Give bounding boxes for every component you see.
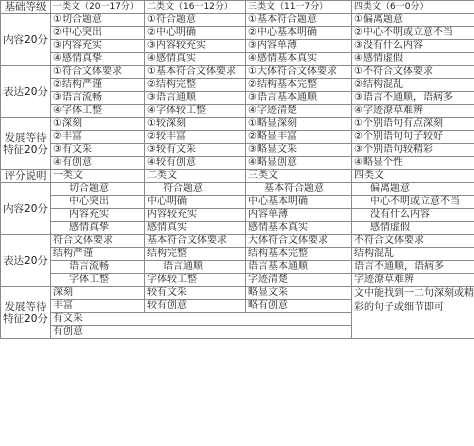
- explanation-cell: 感情虚假: [352, 222, 474, 235]
- rubric-cell: ③内容较充实: [145, 40, 246, 53]
- explanation-cell: 中心不明或立意不当: [352, 196, 474, 209]
- rubric-cell: ③没有什么内容: [352, 40, 474, 53]
- explanation-cell: 符合题意: [145, 183, 246, 196]
- explanation-header-3: 三类文: [246, 170, 352, 183]
- explanation-cell: 没有什么内容: [352, 209, 474, 222]
- rubric-cell: ③内容单薄: [246, 40, 352, 53]
- rubric-cell: ①个别语句有点深刻: [352, 118, 474, 131]
- explanation-cell: 内容较充实: [145, 209, 246, 222]
- rubric-cell: ①基本符合文体要求: [145, 66, 246, 79]
- rubric-cell: ④感情基本真实: [246, 53, 352, 66]
- section-label-line: 发展等待: [4, 300, 47, 313]
- rubric-cell: ④字体较工整: [145, 105, 246, 118]
- explanation-cell: 结构完整: [145, 248, 246, 261]
- rubric-row: [1, 105, 474, 118]
- rubric-section-label: 内容20分: [1, 14, 51, 66]
- rubric-cell: ①大体符合文体要求: [246, 66, 352, 79]
- rubric-section-label: 表达20分: [1, 66, 51, 118]
- rubric-header-4: 四类文（6一0分）: [352, 1, 474, 14]
- rubric-cell: ④感情真挚: [51, 53, 145, 66]
- explanation-cell: 基本符合文体要求: [145, 235, 246, 248]
- rubric-header-2: 二类文（16一12分）: [145, 1, 246, 14]
- rubric-row: [1, 14, 474, 27]
- rubric-row: [1, 157, 474, 170]
- rubric-cell: ④感情真实: [145, 53, 246, 66]
- explanation-cell: 较有文采: [145, 287, 246, 300]
- rubric-cell: ④较有创意: [145, 157, 246, 170]
- rubric-grid-body: [1, 1, 474, 339]
- explanation-row: [1, 209, 474, 222]
- rubric-cell: ③语言通顺: [145, 92, 246, 105]
- explanation-row: [1, 222, 474, 235]
- explanation-cell: 中心基本明确: [246, 196, 352, 209]
- rubric-cell: ②中心明确: [145, 27, 246, 40]
- rubric-cell: ②结构完整: [145, 79, 246, 92]
- rubric-cell: ①基本符合题意: [246, 14, 352, 27]
- rubric-cell: ④感情虚假: [352, 53, 474, 66]
- rubric-row: [1, 118, 474, 131]
- rubric-cell: ③语言基本通顺: [246, 92, 352, 105]
- rubric-cell: ④有创意: [51, 157, 145, 170]
- rubric-row: [1, 131, 474, 144]
- explanation-header-4: 四类文: [352, 170, 474, 183]
- explanation-cell: 略有创意: [246, 300, 352, 313]
- explanation-cell: 语言不通顺，语病多: [352, 261, 474, 274]
- explanation-merged-note: 文中能找到一二句深刻或精彩的句子或细节即可: [352, 287, 474, 339]
- explanation-cell: 大体符合文体要求: [246, 235, 352, 248]
- rubric-cell: ④字迹清楚: [246, 105, 352, 118]
- rubric-header-row: [1, 1, 474, 14]
- rubric-row: [1, 92, 474, 105]
- explanation-cell: 语言基本通顺: [246, 261, 352, 274]
- rubric-cell: ①不符合文体要求: [352, 66, 474, 79]
- rubric-cell: ②中心突出: [51, 27, 145, 40]
- explanation-cell: 字迹清楚: [246, 274, 352, 287]
- rubric-cell: ③较有文采: [145, 144, 246, 157]
- explanation-cell: 字体较工整: [145, 274, 246, 287]
- explanation-cell: 基本符合题意: [246, 183, 352, 196]
- rubric-cell: ②略显丰富: [246, 131, 352, 144]
- explanation-header-row: [1, 170, 474, 183]
- rubric-cell: ③语言流畅: [51, 92, 145, 105]
- rubric-cell: ②结构混乱: [352, 79, 474, 92]
- rubric-cell: ①符合题意: [145, 14, 246, 27]
- rubric-cell: ③个别语句较精彩: [352, 144, 474, 157]
- explanation-cell: 结构基本完整: [246, 248, 352, 261]
- rubric-cell: ①深刻: [51, 118, 145, 131]
- explanation-header-2: 二类文: [145, 170, 246, 183]
- rubric-cell: ④字迹潦草难辨: [352, 105, 474, 118]
- rubric-cell: ①略显深刻: [246, 118, 352, 131]
- explanation-header-1: 一类文: [51, 170, 145, 183]
- rubric-cell: ②中心基本明确: [246, 27, 352, 40]
- rubric-cell: ④略显创意: [246, 157, 352, 170]
- rubric-cell: ②结构严谨: [51, 79, 145, 92]
- rubric-cell: ③有文采: [51, 144, 145, 157]
- rubric-section-label: [1, 118, 51, 170]
- explanation-cell: 感情基本真实: [246, 222, 352, 235]
- explanation-cell: 深刻: [51, 287, 145, 300]
- explanation-cell: 略显文采: [246, 287, 352, 300]
- explanation-cell: 切合题意: [51, 183, 145, 196]
- explanation-cell: 结构混乱: [352, 248, 474, 261]
- rubric-cell: ③略显文采: [246, 144, 352, 157]
- rubric-cell: ①符合文体要求: [51, 66, 145, 79]
- explanation-row: [1, 183, 474, 196]
- explanation-row: [1, 196, 474, 209]
- rubric-row: [1, 79, 474, 92]
- explanation-cell: 字迹潦草难辨: [352, 274, 474, 287]
- rubric-row: [1, 40, 474, 53]
- explanation-cell: 丰富: [51, 300, 145, 313]
- rubric-row: [1, 53, 474, 66]
- explanation-cell: 语言通顺: [145, 261, 246, 274]
- explanation-cell: 字体工整: [51, 274, 145, 287]
- explanation-cell: 符合文体要求: [51, 235, 145, 248]
- rubric-row: [1, 27, 474, 40]
- rubric-cell: ②中心不明或立意不当: [352, 27, 474, 40]
- explanation-cell: 中心突出: [51, 196, 145, 209]
- explanation-cell: 较有创意: [145, 300, 246, 313]
- explanation-cell: 感情真挚: [51, 222, 145, 235]
- rubric-cell: ②个别语句句子较好: [352, 131, 474, 144]
- section-label-line: 特征20分: [3, 312, 48, 325]
- rubric-cell: ①切合题意: [51, 14, 145, 27]
- rubric-header-1: 一类文（20一17分）: [51, 1, 145, 14]
- rubric-cell: ②结构基本完整: [246, 79, 352, 92]
- rubric-row: [1, 144, 474, 157]
- explanation-cell: 语言流畅: [51, 261, 145, 274]
- section-label-line: 发展等待: [4, 131, 47, 144]
- explanation-cell: 结构严谨: [51, 248, 145, 261]
- rubric-cell: ③语言不通顺，语病多: [352, 92, 474, 105]
- explanation-row: [1, 248, 474, 261]
- section-label-line: 特征20分: [3, 143, 48, 156]
- explanation-cell: 有文采: [51, 313, 352, 326]
- explanation-row: [1, 287, 474, 300]
- explanation-row: [1, 235, 474, 248]
- rubric-cell: ③内容充实: [51, 40, 145, 53]
- explanation-row: [1, 274, 474, 287]
- explanation-cell: 不符合文体要求: [352, 235, 474, 248]
- rubric-cell: ②较丰富: [145, 131, 246, 144]
- rubric-cell: ④略显个性: [352, 157, 474, 170]
- rubric-cell: ①较深刻: [145, 118, 246, 131]
- explanation-section-label: 内容20分: [1, 183, 51, 235]
- explanation-cell: 感情真实: [145, 222, 246, 235]
- rubric-cell: ①偏离题意: [352, 14, 474, 27]
- explanation-cell: 偏离题意: [352, 183, 474, 196]
- rubric-header-3: 三类文（11一7分）: [246, 1, 352, 14]
- rubric-corner-cell: 基础等级: [1, 1, 51, 14]
- explanation-section-label: [1, 287, 51, 339]
- explanation-cell: 内容充实: [51, 209, 145, 222]
- rubric-cell: ④字体工整: [51, 105, 145, 118]
- explanation-section-label: 表达20分: [1, 235, 51, 287]
- explanation-cell: 有创意: [51, 326, 352, 339]
- explanation-cell: 内容单薄: [246, 209, 352, 222]
- explanation-cell: 中心明确: [145, 196, 246, 209]
- rubric-row: [1, 66, 474, 79]
- rubric-cell: ②丰富: [51, 131, 145, 144]
- explanation-row: [1, 261, 474, 274]
- explanation-corner-cell: 评分说明: [1, 170, 51, 183]
